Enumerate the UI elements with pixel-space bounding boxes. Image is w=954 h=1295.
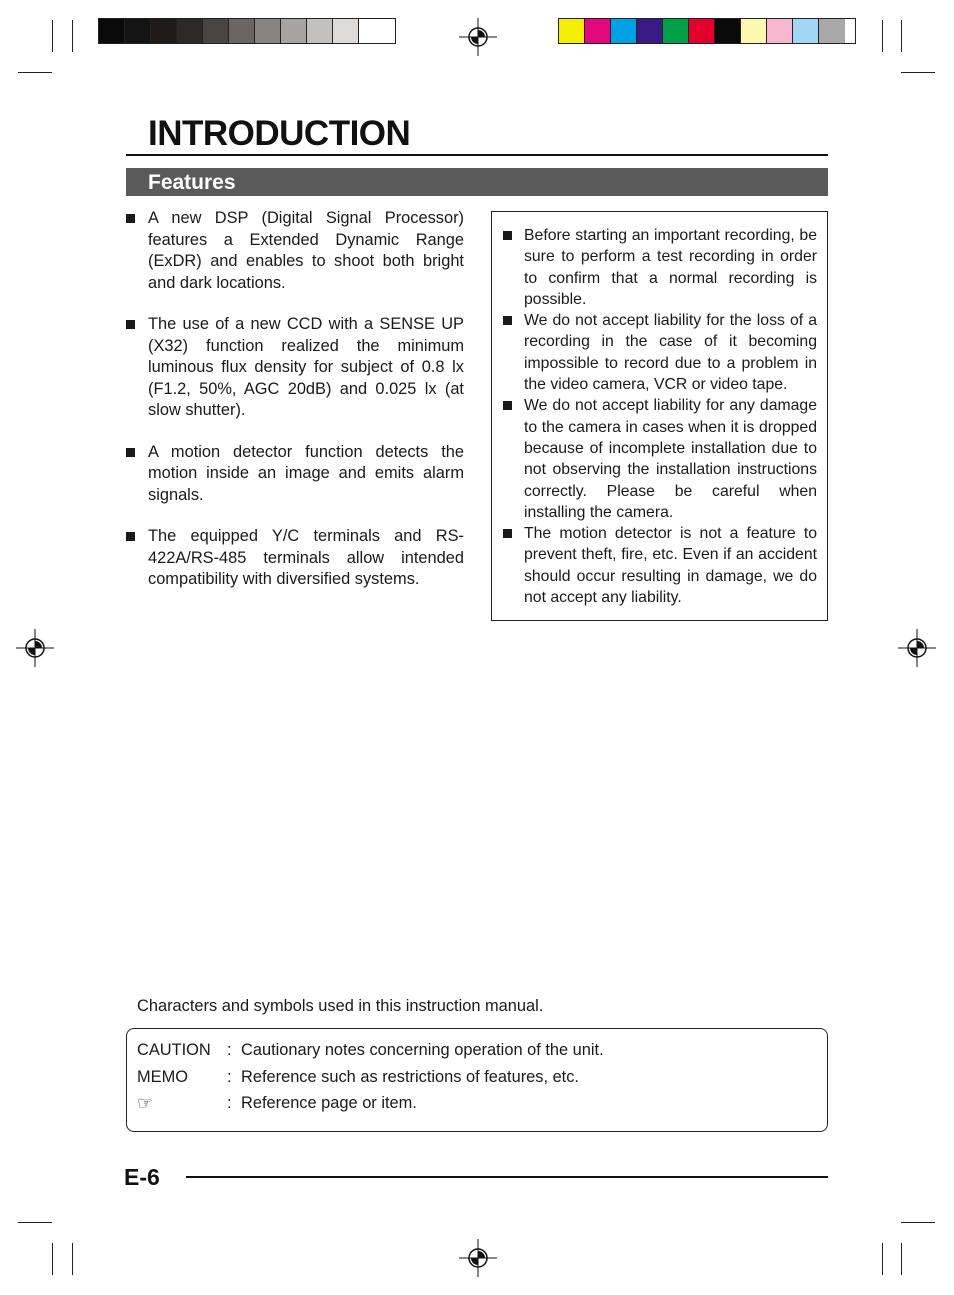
square-bullet-icon: [503, 316, 512, 325]
legend-term: CAUTION: [137, 1041, 211, 1059]
registration-mark-icon: [459, 18, 497, 56]
crop-mark: [72, 20, 73, 52]
symbols-intro: Characters and symbols used in this instruction manual.: [137, 997, 544, 1015]
list-item: [126, 442, 464, 507]
list-item: [502, 523, 817, 608]
square-bullet-icon: [503, 529, 512, 538]
list-item: [126, 526, 464, 591]
crop-mark: [882, 1243, 883, 1275]
notice-text: The motion detector is not a feature to prevent theft, fire, etc. Even if an accident should occur resulting in damage, we do not accept any liability.: [524, 525, 817, 607]
color-swatch: [819, 19, 845, 43]
registration-mark-icon: [16, 629, 54, 667]
list-item: [126, 208, 464, 294]
square-bullet-icon: [126, 320, 135, 329]
color-swatch: [637, 19, 663, 43]
notice-text: Before starting an important recording, be sure to perform a test recording in order to confirm that a normal recording is possible.: [524, 227, 817, 308]
legend-term: MEMO: [137, 1068, 188, 1086]
footer-divider: [186, 1176, 828, 1178]
list-item: [502, 310, 817, 395]
notice-text: We do not accept liability for the loss of a recording in the case of it becoming impossible to record due to a problem in the video camera, VCR or video tape.: [524, 312, 817, 394]
color-swatch: [793, 19, 819, 43]
crop-mark: [52, 20, 53, 52]
color-swatch: [715, 19, 741, 43]
page-number: E-6: [124, 1164, 160, 1190]
square-bullet-icon: [503, 401, 512, 410]
feature-text: A new DSP (Digital Signal Processor) features a Extended Dynamic Range (ExDR) and enables to shoot both bright and dark locations.: [148, 209, 464, 292]
notices-box: [491, 211, 828, 621]
list-item: [126, 314, 464, 422]
color-swatch: [151, 19, 177, 43]
legend-definition: Reference page or item.: [241, 1094, 417, 1112]
list-item: [502, 225, 817, 310]
crop-mark: [882, 20, 883, 52]
color-swatch: [559, 19, 585, 43]
legend-colon: :: [227, 1041, 232, 1059]
color-swatch: [255, 19, 281, 43]
color-swatch: [741, 19, 767, 43]
feature-text: The use of a new CCD with a SENSE UP (X32) function realized the minimum luminous flux density for subject of 0.8 lx (F1.2, 50%, AGC 20dB) and 0.025 lx (at slow shutter).: [148, 315, 464, 419]
color-swatch: [663, 19, 689, 43]
list-item: [502, 395, 817, 523]
crop-mark: [72, 1243, 73, 1275]
crop-mark: [52, 1243, 53, 1275]
registration-mark-icon: [898, 629, 936, 667]
color-swatch: [203, 19, 229, 43]
color-swatch: [333, 19, 359, 43]
color-swatch: [125, 19, 151, 43]
color-swatch: [585, 19, 611, 43]
features-list: [126, 208, 464, 611]
crop-mark: [901, 1243, 902, 1275]
crop-mark: [901, 72, 935, 73]
legend-colon: :: [227, 1068, 232, 1086]
square-bullet-icon: [126, 214, 135, 223]
crop-mark: [901, 1222, 935, 1223]
color-swatch: [611, 19, 637, 43]
page-title: INTRODUCTION: [148, 114, 411, 153]
grayscale-calibration-bar: [98, 18, 396, 44]
color-swatch: [281, 19, 307, 43]
title-divider: [126, 154, 828, 156]
color-swatch: [767, 19, 793, 43]
legend-colon: :: [227, 1094, 232, 1112]
legend-definition: Reference such as restrictions of features, etc.: [241, 1068, 579, 1086]
feature-text: The equipped Y/C terminals and RS-422A/RS-485 terminals allow intended compatibility with diversified systems.: [148, 527, 464, 588]
registration-mark-icon: [459, 1239, 497, 1277]
color-swatch: [359, 19, 385, 43]
section-header: Features: [126, 168, 828, 196]
legend-row-memo: [137, 1068, 817, 1090]
color-swatch: [689, 19, 715, 43]
color-swatch: [177, 19, 203, 43]
crop-mark: [18, 72, 52, 73]
pointing-hand-icon: ☞: [137, 1093, 154, 1114]
notice-text: We do not accept liability for any damage to the camera in cases when it is dropped because of incomplete installation due to not observing the installation instructions correctly. Please be careful when installing the camera.: [524, 397, 817, 521]
square-bullet-icon: [126, 448, 135, 457]
crop-mark: [18, 1222, 52, 1223]
color-swatch: [99, 19, 125, 43]
square-bullet-icon: [126, 532, 135, 541]
crop-mark: [901, 20, 902, 52]
feature-text: A motion detector function detects the motion inside an image and emits alarm signals.: [148, 442, 464, 504]
square-bullet-icon: [503, 231, 512, 240]
legend-row-caution: [137, 1041, 817, 1063]
symbols-legend: [126, 1028, 828, 1132]
legend-definition: Cautionary notes concerning operation of the unit.: [241, 1041, 604, 1059]
color-swatch: [307, 19, 333, 43]
color-swatch: [229, 19, 255, 43]
legend-row-reference: [137, 1094, 817, 1116]
color-calibration-bar: [558, 18, 856, 44]
